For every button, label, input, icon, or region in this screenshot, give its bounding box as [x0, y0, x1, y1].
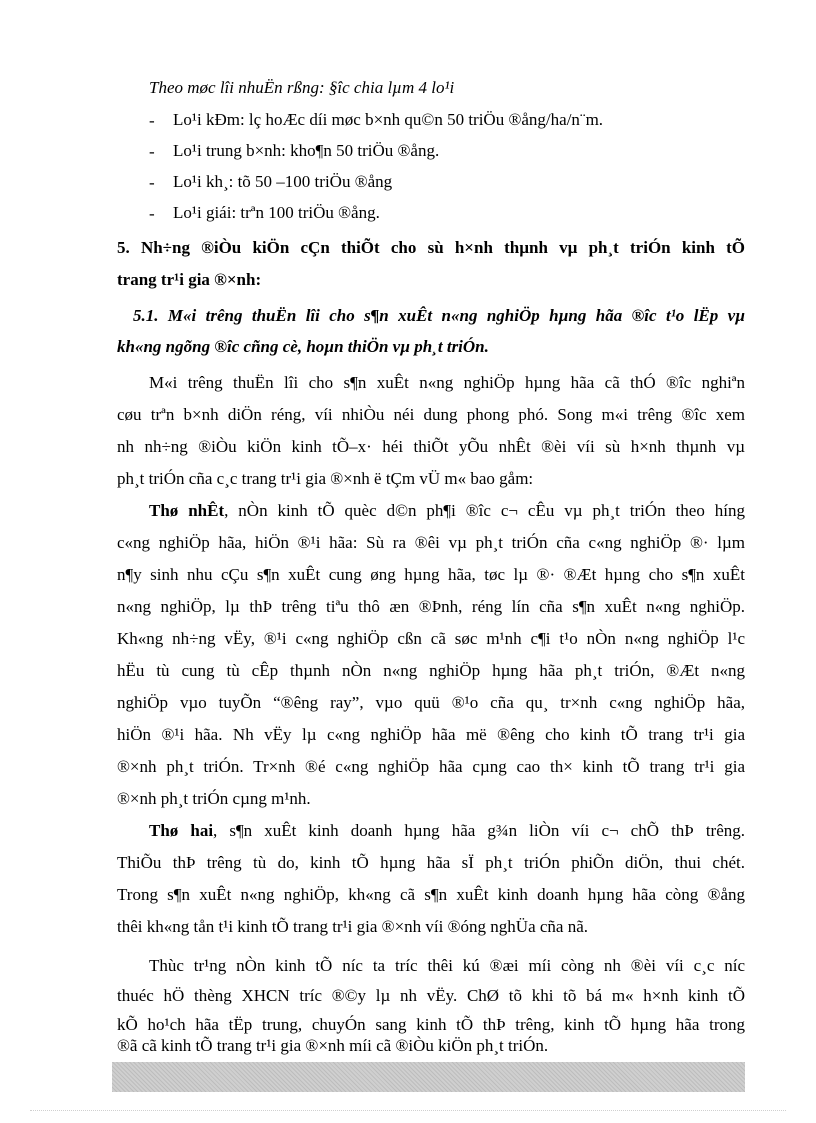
- intro-line: Theo møc lîi nhuËn rßng: §îc chia lµm 4 lo¹i: [149, 78, 455, 97]
- paragraph-line: Trong s¶n xuÊt n«ng nghiÖp, kh«ng cã s¶n xuÊt kinh doanh hµng hãa còng ®ång: [117, 885, 745, 904]
- paragraph-text: , s¶n xuÊt kinh doanh hµng hãa g¾n liÒn víi c¬ chÕ thÞ trêng.: [213, 821, 745, 840]
- paragraph-line: ThiÕu thÞ trêng tù do, kinh tÕ hµng hãa sÏ ph¸t triÓn phiÕn diÖn, thui chét.: [117, 853, 745, 872]
- section-heading-5: 5. Nh÷ng ®iÒu kiÖn cÇn thiÕt cho sù h×nh thµnh vµ ph¸t triÓn kinh tÕ: [117, 238, 745, 257]
- paragraph-lead: Thø nhÊt: [149, 501, 225, 520]
- paragraph-line: M«i trêng thuËn lîi cho s¶n xuÊt n«ng nghiÖp hµng hãa cã thÓ ®îc nghiªn: [149, 373, 745, 392]
- paragraph-line: ®×nh ph¸t triÓn cµng m¹nh.: [117, 789, 311, 808]
- paragraph-line: n«ng nghiÖp, lµ thÞ trêng tiªu thô æn ®Þnh, réng lín cña s¶n xuÊt n«ng nghiÖp.: [117, 597, 745, 616]
- paragraph-line: nh nh÷ng ®iÒu kiÖn kinh tÕ–x· héi thiÕt yÕu nhÊt ®èi víi sù h×nh thµnh vµ: [117, 437, 745, 456]
- paragraph-line: [149, 821, 745, 841]
- paragraph-line: hiÖn ®¹i hãa. Nh vËy lµ c«ng nghiÖp hãa më ®êng cho kinh tÕ trang tr¹i gia: [117, 725, 745, 744]
- paragraph-line: nghiÖp vµo tuyÕn “®êng ray”, vµo quü ®¹o cña qu¸ tr×nh c«ng nghiÖp hãa,: [117, 693, 745, 712]
- paragraph-line: hËu tù cung tù cÊp thµnh nÒn n«ng nghiÖp hµng hãa ph¸t triÓn, ®Æt n«ng: [117, 661, 745, 680]
- paragraph-line: n¶y sinh nhu cÇu s¶n xuÊt cung øng hµng hãa, tøc lµ ®· ®Æt hµng cho s¶n xuÊt: [117, 565, 745, 584]
- paragraph-line: kÕ ho¹ch hãa tËp trung, chuyÓn sang kinh tÕ thÞ trêng, kinh tÕ hµng hãa trong: [117, 1015, 745, 1034]
- paragraph-line: [149, 501, 745, 521]
- page-divider: [30, 1110, 786, 1111]
- bullet-marker: -: [149, 204, 155, 223]
- paragraph-line: thuéc hÖ thèng XHCN tríc ®©y lµ nh vËy. ChØ tõ khi tõ bá m« h×nh kinh tÕ: [117, 986, 745, 1005]
- paragraph-line: Kh«ng nh÷ng vËy, ®¹i c«ng nghiÖp cßn cã søc m¹nh c¶i t¹o nÒn n«ng nghiÖp l¹c: [117, 629, 745, 648]
- paragraph-line: ®ã cã kinh tÕ trang tr¹i gia ®×nh míi cã ®iÒu kiÖn ph¸t triÓn.: [117, 1036, 549, 1055]
- section-heading-5-cont: trang tr¹i gia ®×nh:: [117, 270, 262, 289]
- paragraph-line: cøu trªn b×nh diÖn réng, víi nhiÒu néi dung phong phó. Song m«i trêng ®îc xem: [117, 405, 745, 424]
- bullet-marker: -: [149, 142, 155, 161]
- paragraph-line: ph¸t triÓn cña c¸c trang tr¹i gia ®×nh ë tÇm vÜ m« bao gåm:: [117, 469, 534, 488]
- paragraph-text: , nÒn kinh tÕ quèc d©n ph¶i ®îc c¬ cÊu vµ ph¸t triÓn theo híng: [224, 501, 745, 520]
- paragraph-line: ®×nh ph¸t triÓn. Tr×nh ®é c«ng nghiÖp hãa cµng cao th× kinh tÕ trang tr¹i gia: [117, 757, 745, 776]
- paragraph-line: thêi kh«ng tån t¹i kinh tÕ trang tr¹i gia ®×nh víi ®óng nghÜa cña nã.: [117, 917, 589, 936]
- section-heading-5-1-cont: kh«ng ngõng ®îc cñng cè, hoµn thiÖn vµ ph¸t triÓn.: [117, 337, 489, 356]
- paragraph-line: c«ng nghiÖp hãa, hiÖn ®¹i hãa: Sù ra ®êi vµ ph¸t triÓn cña c«ng nghiÖp ®· lµm: [117, 533, 745, 552]
- paragraph-lead: Thø hai: [149, 821, 214, 840]
- paragraph-line: Thùc tr¹ng nÒn kinh tÕ níc ta tríc thêi kú ®æi míi còng nh ®èi víi c¸c níc: [149, 956, 745, 975]
- footer-bar: [112, 1062, 745, 1092]
- bullet-marker: -: [149, 111, 155, 130]
- bullet-marker: -: [149, 173, 155, 192]
- bullet-item: Lo¹i kh¸: tõ 50 –100 triÖu ®ång: [173, 172, 393, 191]
- section-heading-5-1: 5.1. M«i trêng thuËn lîi cho s¶n xuÊt n«ng nghiÖp hµng hãa ®îc t¹o lËp vµ: [133, 306, 745, 325]
- bullet-item: Lo¹i trung b×nh: kho¶n 50 triÖu ®ång.: [173, 141, 440, 160]
- bullet-item: Lo¹i kÐm: lç hoÆc díi møc b×nh qu©n 50 triÖu ®ång/ha/n¨m.: [173, 110, 604, 129]
- bullet-item: Lo¹i giái: trªn 100 triÖu ®ång.: [173, 203, 380, 222]
